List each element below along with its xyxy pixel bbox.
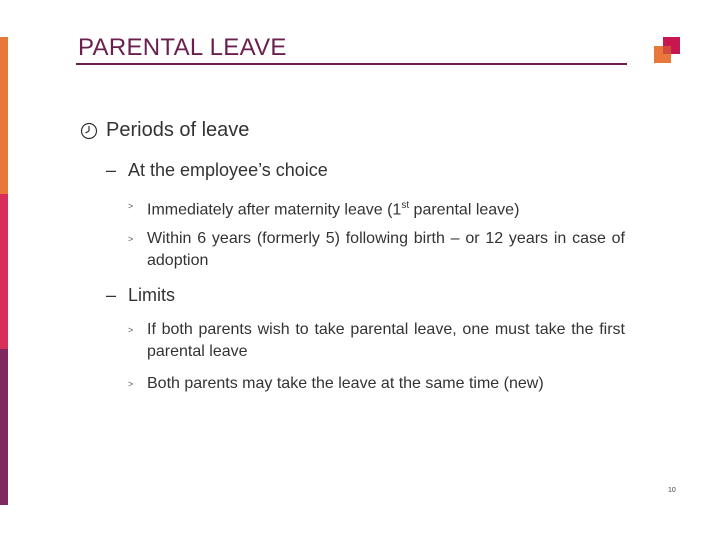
list-item-text: Within 6 years (formerly 5) following birth – or 12 years in case of adoption xyxy=(147,230,625,269)
section-label: Limits xyxy=(128,285,176,305)
list-item-text: Both parents may take the leave at the same time (new) xyxy=(147,375,544,392)
page-number: 10 xyxy=(668,487,676,494)
list-item-text: Immediately after maternity leave (1st parental leave) xyxy=(147,200,520,219)
arrow-bullet: > xyxy=(128,325,134,335)
title-underline xyxy=(76,63,627,65)
list-item xyxy=(128,319,625,363)
arrow-bullet: > xyxy=(128,201,134,211)
section-employee-choice xyxy=(106,160,328,181)
list-item-text: If both parents wish to take parental leave, one must take the first parental leave xyxy=(147,321,625,360)
side-accent-pink xyxy=(0,194,8,349)
list-item xyxy=(128,373,625,395)
arrow-bullet: > xyxy=(128,234,134,244)
clock-icon xyxy=(80,122,98,140)
dash-bullet: – xyxy=(106,285,117,305)
side-accent-orange xyxy=(0,37,8,194)
section-label: At the employee’s choice xyxy=(128,160,328,180)
list-item xyxy=(128,195,625,221)
section-limits xyxy=(106,285,175,306)
dash-bullet: – xyxy=(106,160,117,180)
brand-logo xyxy=(654,37,682,65)
arrow-bullet: > xyxy=(128,379,134,389)
heading-text: Periods of leave xyxy=(106,119,250,141)
page-title: PARENTAL LEAVE xyxy=(78,34,287,61)
heading-periods-of-leave xyxy=(80,119,249,142)
side-accent-purple xyxy=(0,349,8,505)
list-item xyxy=(128,228,625,272)
